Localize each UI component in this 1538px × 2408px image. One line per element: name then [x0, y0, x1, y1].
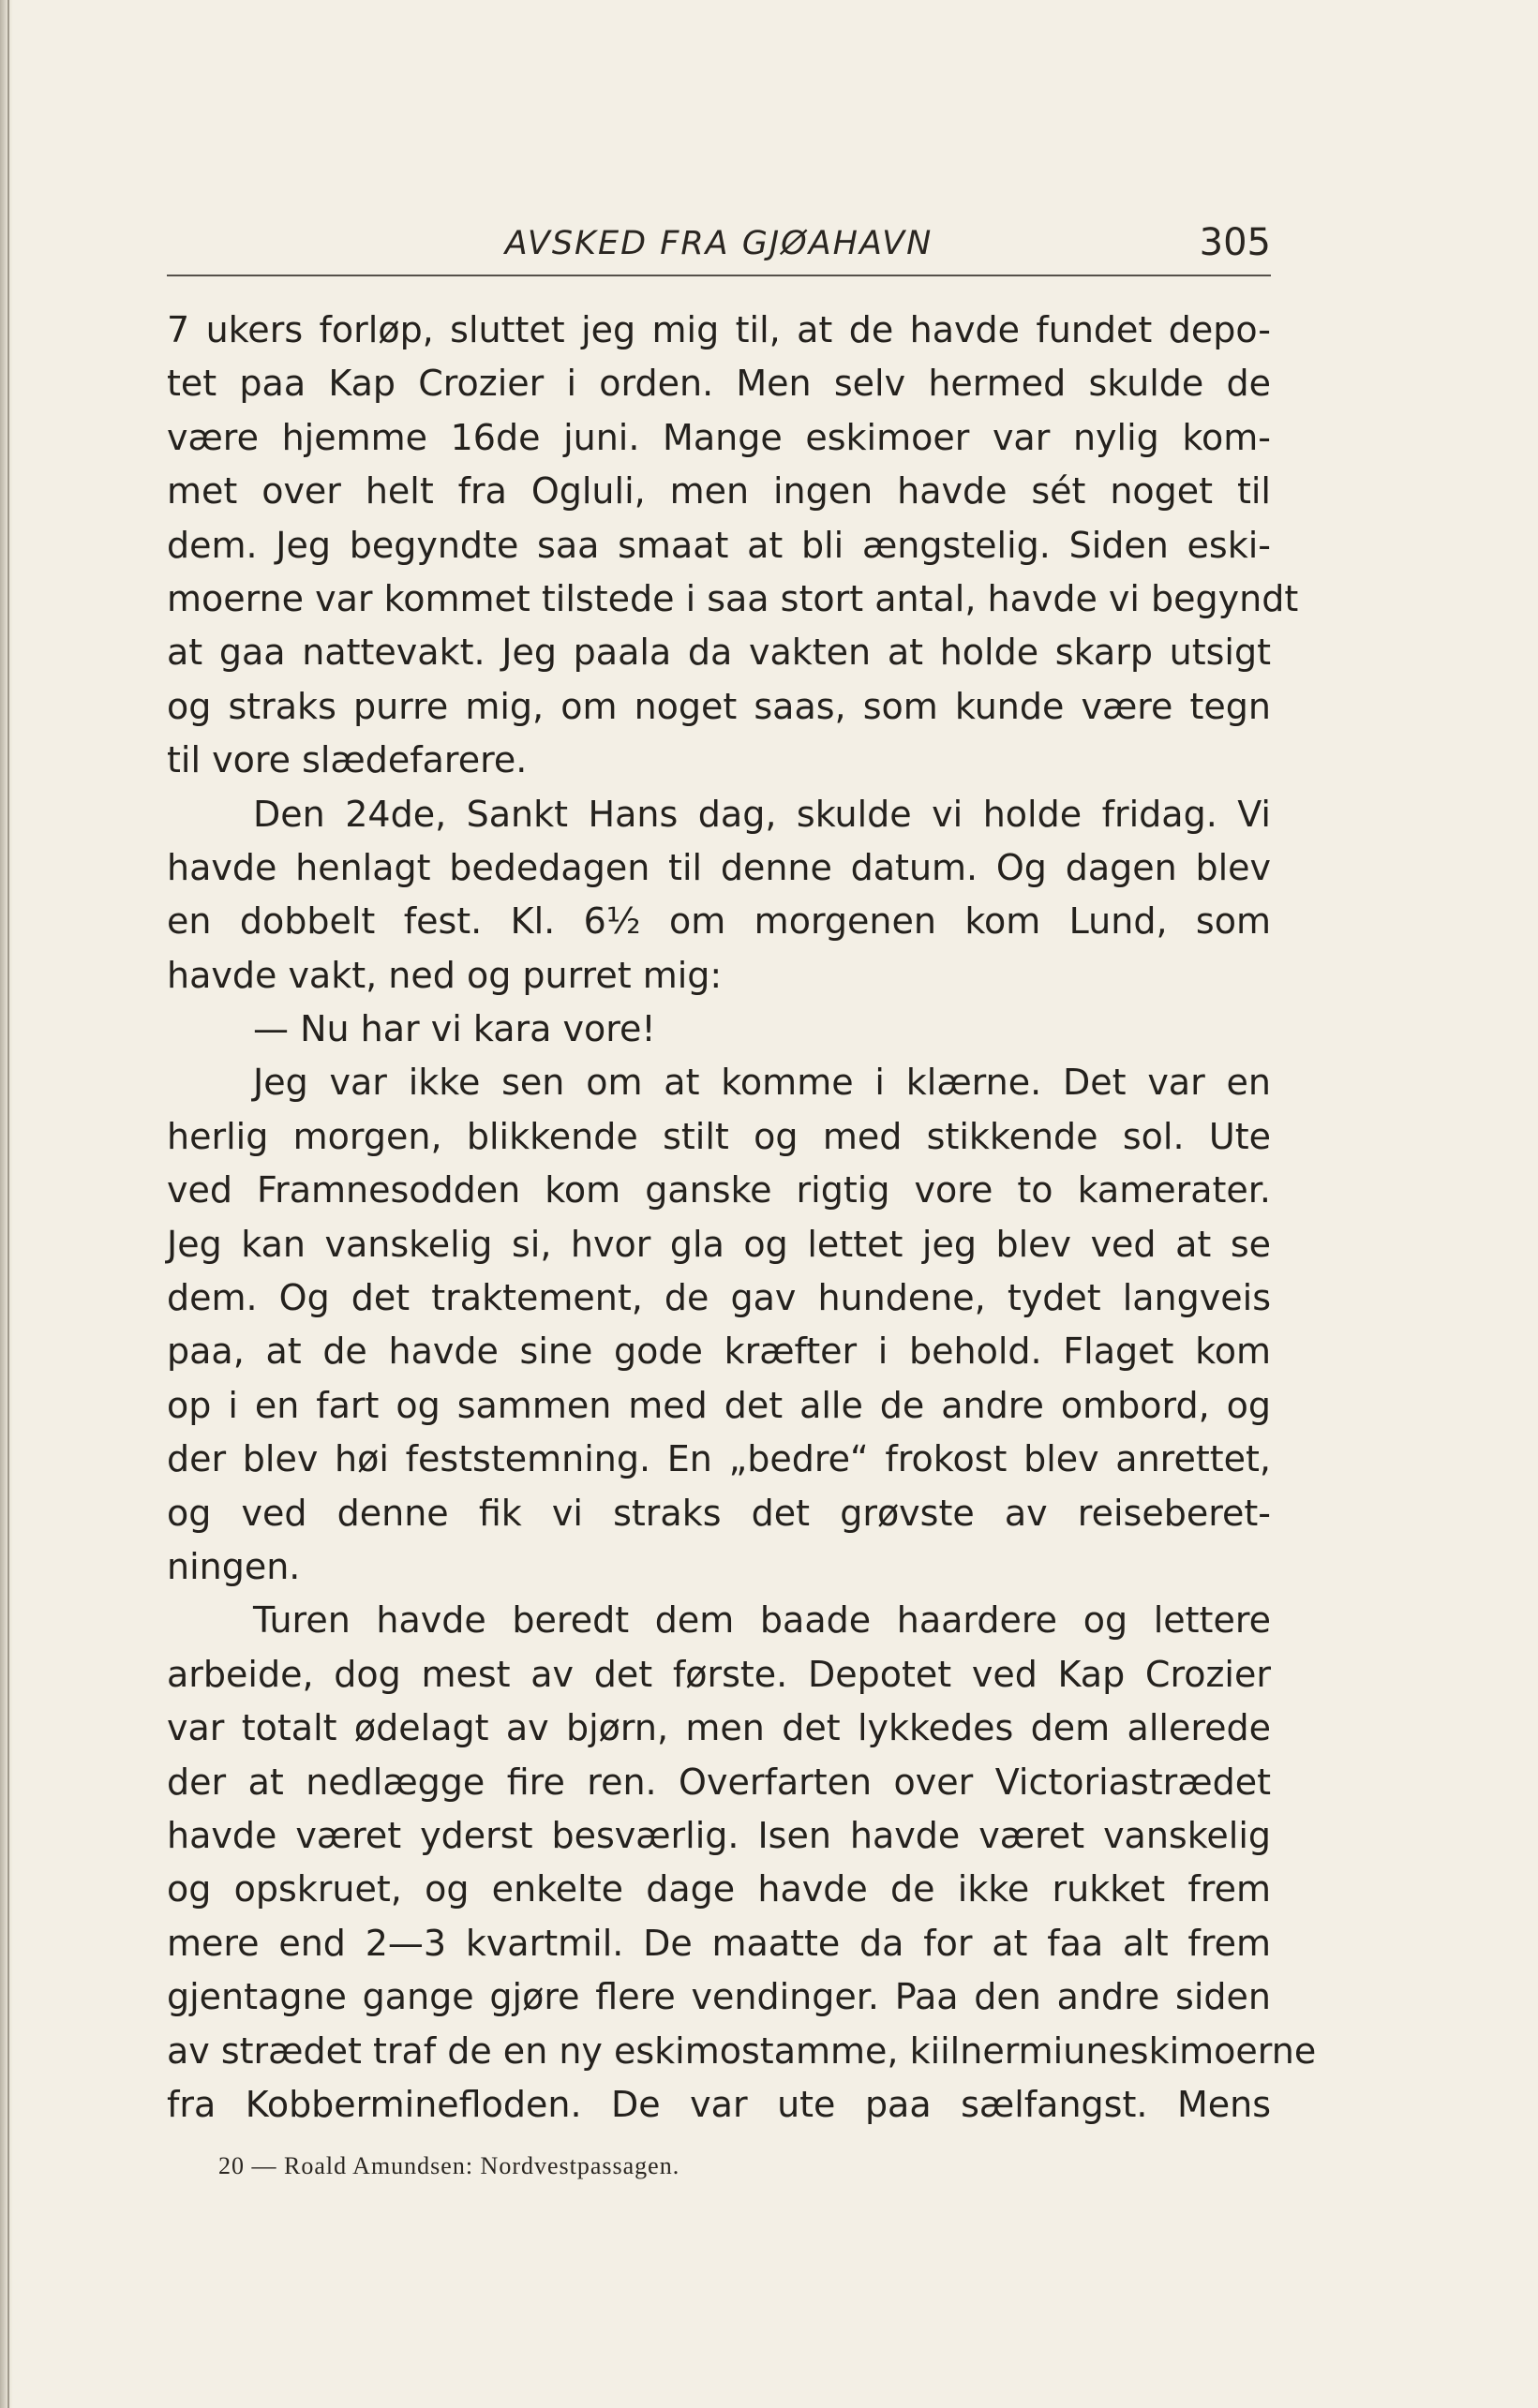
text-line: Den 24de, Sankt Hans dag, skulde vi holde fridag. Vi — [253, 793, 1271, 835]
text-line: arbeide, dog mest av det første. Depotet ved Kap Crozier — [167, 1653, 1271, 1695]
text-line: var totalt ødelagt av bjørn, men det lykkedes dem allerede — [167, 1707, 1271, 1749]
text-line: mere end 2—3 kvartmil. De maatte da for at faa alt frem — [167, 1922, 1271, 1964]
page-header — [167, 219, 1271, 275]
text-line: til vore slædefarere. — [167, 739, 528, 781]
text-line: Turen havde beredt dem baade haardere og lettere — [253, 1599, 1271, 1642]
text-line: ningen. — [167, 1545, 301, 1587]
text-line: dem. Jeg begyndte saa smaat at bli ængstelig. Siden eski- — [167, 524, 1271, 566]
text-line: en dobbelt fest. Kl. 6½ om morgenen kom Lund, som — [167, 900, 1271, 943]
text-line: 7 ukers forløp, sluttet jeg mig til, at de havde fundet depo- — [167, 309, 1271, 350]
text-line: tet paa Kap Crozier i orden. Men selv hermed skulde de — [167, 363, 1271, 405]
text-line: dem. Og det traktement, de gav hundene, tydet langveis — [167, 1277, 1271, 1319]
text-line: havde henlagt bededagen til denne datum. Og dagen blev — [167, 846, 1271, 888]
page-edge — [7, 0, 9, 2408]
text-line: og straks purre mig, om noget saas, som kunde være tegn — [167, 685, 1271, 727]
text-line: der at nedlægge fire ren. Overfarten over Victoriastrædet — [167, 1761, 1271, 1803]
header-rule — [167, 275, 1271, 276]
text-line: moerne var kommet tilstede i saa stort antal, havde vi begyndt — [167, 577, 1299, 619]
text-line: Jeg var ikke sen om at komme i klærne. Det var en — [253, 1062, 1271, 1104]
text-line: paa, at de havde sine gode kræfter i behold. Flaget kom — [167, 1330, 1271, 1373]
text-line: av strædet traf de en ny eskimostamme, kiilnermiuneskimoerne — [167, 2029, 1317, 2072]
text-line: met over helt fra Ogluli, men ingen havde sét noget til — [167, 470, 1271, 513]
page-gutter-shadow — [0, 0, 13, 2408]
text-line: og opskruet, og enkelte dage havde de ikke rukket frem — [167, 1868, 1271, 1910]
text-line: herlig morgen, blikkende stilt og med stikkende sol. Ute — [167, 1115, 1271, 1157]
signature-footer: 20 — Roald Amundsen: Nordvestpassagen. — [218, 2152, 680, 2179]
page-number: 305 — [1199, 221, 1271, 264]
text-line: være hjemme 16de juni. Mange eskimoer var nylig kom- — [167, 416, 1271, 458]
text-line: havde været yderst besværlig. Isen havde været vanskelig — [167, 1814, 1271, 1856]
text-line: gjentagne gange gjøre flere vendinger. Paa den andre siden — [167, 1976, 1271, 2018]
text-line: Jeg kan vanskelig si, hvor gla og lettet jeg blev ved at se — [167, 1223, 1271, 1265]
text-line: op i en fart og sammen med det alle de andre ombord, og — [167, 1384, 1271, 1426]
text-line: at gaa nattevakt. Jeg paala da vakten at holde skarp utsigt — [167, 632, 1271, 674]
text-line: havde vakt, ned og purret mig: — [167, 954, 723, 996]
text-line: fra Kobberminefloden. De var ute paa sælfangst. Mens — [167, 2083, 1271, 2125]
text-line: der blev høi feststemning. En „bedre“ frokost blev anrettet, — [167, 1438, 1271, 1480]
body-text — [167, 304, 1317, 2132]
text-line: — Nu har vi kara vore! — [253, 1008, 656, 1050]
running-title: AVSKED FRA GJØAHAVN — [504, 225, 933, 262]
text-line: ved Framnesodden kom ganske rigtig vore to kamerater. — [167, 1169, 1271, 1211]
text-line: og ved denne fik vi straks det grøvste av reiseberet- — [167, 1492, 1271, 1534]
